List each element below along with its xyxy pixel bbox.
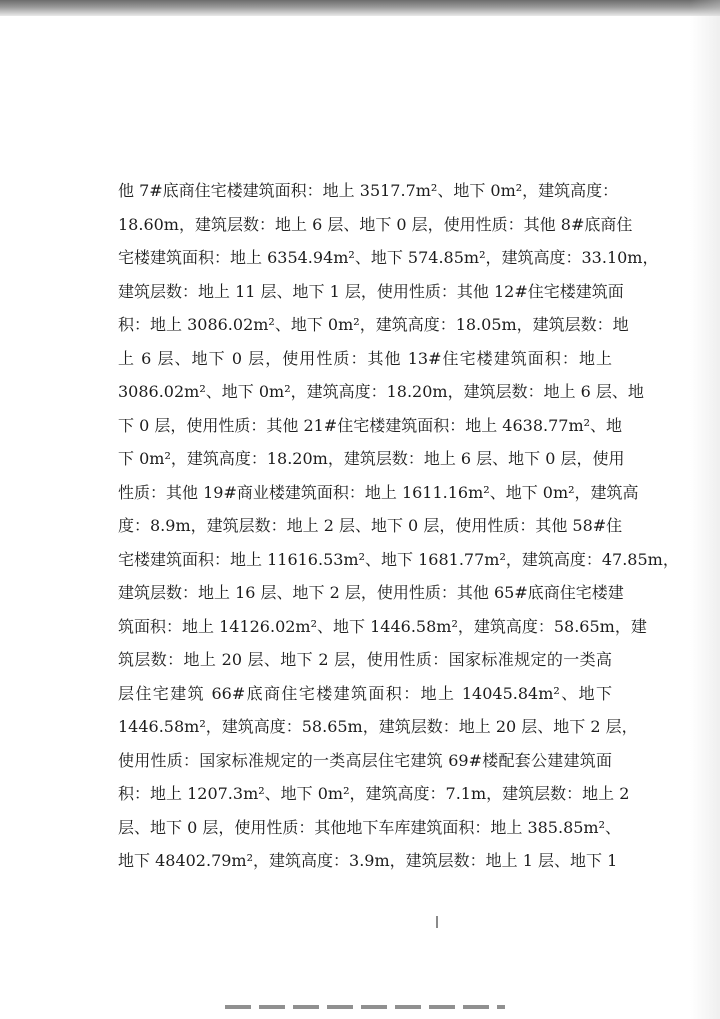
text-line: 层、地下 0 层，使用性质：其他地下车库建筑面积：地上 385.85m²、	[118, 817, 622, 837]
scan-bottom-edge	[225, 1005, 505, 1009]
text-line: 积：地上 3086.02m²、地下 0m²，建筑高度：18.05m，建筑层数：地	[118, 315, 629, 334]
scan-top-edge	[0, 0, 720, 16]
text-line: 度：8.9m，建筑层数：地上 2 层、地下 0 层，使用性质：其他 58#住	[118, 516, 623, 535]
text-line: 筑面积：地上 14126.02m²、地下 1446.58m²，建筑高度：58.65m，建	[118, 616, 647, 636]
text-line: 层住宅建筑 66#底商住宅楼建筑面积：地上 14045.84m²、地下	[118, 683, 612, 703]
text-line: 1446.58m²，建筑高度：58.65m，建筑层数：地上 20 层、地下 2 层，	[118, 717, 638, 736]
document-body	[118, 174, 679, 878]
text-line: 建筑层数：地上 16 层、地下 2 层，使用性质：其他 65#底商住宅楼建	[118, 583, 624, 602]
scan-right-shadow	[690, 0, 720, 1019]
text-line: 使用性质：国家标准规定的一类高层住宅建筑 69#楼配套公建建筑面	[118, 750, 612, 770]
text-line: 上 6 层、地下 0 层，使用性质：其他 13#住宅楼建筑面积：地上	[118, 348, 612, 368]
text-line: 筑层数：地上 20 层、地下 2 层，使用性质：国家标准规定的一类高	[118, 650, 612, 669]
text-line: 地下 48402.79m²，建筑高度：3.9m，建筑层数：地上 1 层、地下 1	[118, 851, 618, 870]
text-line: 宅楼建筑面积：地上 11616.53m²、地下 1681.77m²，建筑高度：47.85m，	[118, 549, 679, 569]
text-line: 性质：其他 19#商业楼建筑面积：地上 1611.16m²、地下 0m²，建筑高	[118, 482, 639, 502]
text-line: 下 0m²，建筑高度：18.20m，建筑层数：地上 6 层、地下 0 层，使用	[118, 449, 625, 468]
text-line: 积：地上 1207.3m²、地下 0m²，建筑高度：7.1m，建筑层数：地上 2	[118, 784, 630, 803]
text-line: 宅楼建筑面积：地上 6354.94m²、地下 574.85m²，建筑高度：33.10m，	[118, 248, 659, 267]
text-line: 3086.02m²、地下 0m²，建筑高度：18.20m，建筑层数：地上 6 层、地	[118, 382, 644, 401]
text-line: 下 0 层，使用性质：其他 21#住宅楼建筑面积：地上 4638.77m²、地	[118, 415, 623, 435]
scan-mark	[436, 916, 438, 928]
text-line: 建筑层数：地上 11 层、地下 1 层，使用性质：其他 12#住宅楼建筑面	[118, 281, 624, 301]
text-line: 他 7#底商住宅楼建筑面积：地上 3517.7m²、地下 0m²，建筑高度：	[118, 181, 619, 200]
text-line: 18.60m，建筑层数：地上 6 层、地下 0 层，使用性质：其他 8#底商住	[118, 214, 633, 234]
